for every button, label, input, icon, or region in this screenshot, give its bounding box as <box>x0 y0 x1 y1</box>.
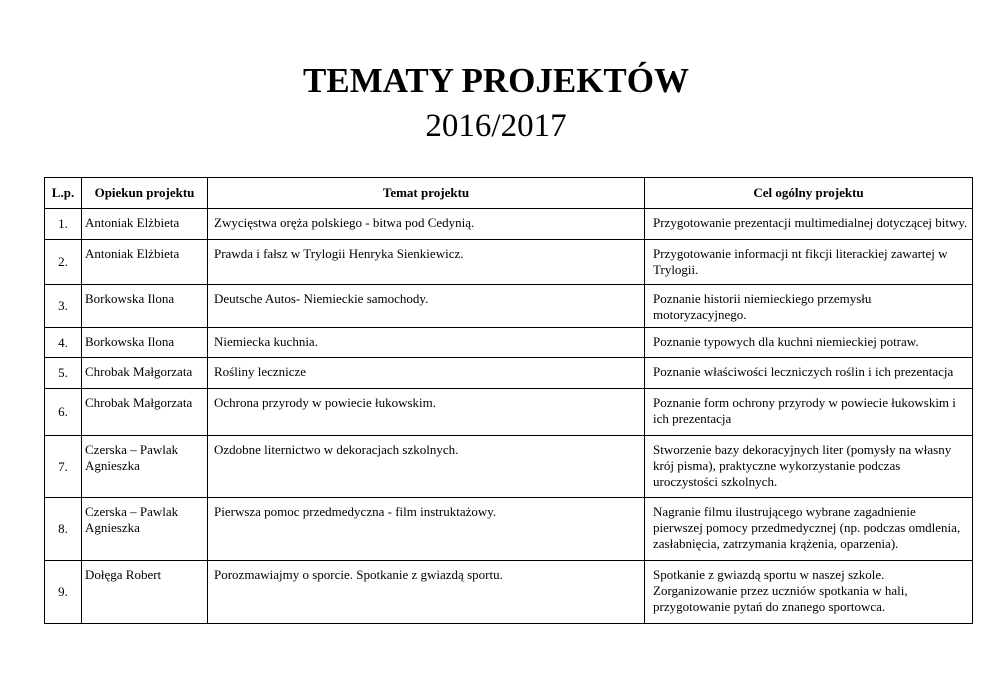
header-temat: Temat projektu <box>208 178 645 209</box>
cell-opiekun: Chrobak Małgorzata <box>82 358 208 389</box>
cell-cel: Stworzenie bazy dekoracyjnych liter (pomysły na własny krój pisma), praktyczne wykorzystanie podczas uroczystości szkolnych. <box>645 436 973 498</box>
cell-cel: Poznanie form ochrony przyrody w powiecie łukowskim i ich prezentacja <box>645 389 973 436</box>
cell-cel: Przygotowanie informacji nt fikcji literackiej zawartej w Trylogii. <box>645 240 973 285</box>
cell-opiekun: Borkowska Ilona <box>82 285 208 328</box>
header-row <box>45 178 973 209</box>
cell-temat: Deutsche Autos- Niemieckie samochody. <box>208 285 645 328</box>
cell-cel: Przygotowanie prezentacji multimedialnej dotyczącej bitwy. <box>645 209 973 240</box>
table-row <box>45 358 973 389</box>
table-row <box>45 561 973 624</box>
cell-opiekun: Czerska – Pawlak Agnieszka <box>82 498 208 561</box>
cell-temat: Porozmawiajmy o sporcie. Spotkanie z gwiazdą sportu. <box>208 561 645 624</box>
table-body <box>45 209 973 624</box>
cell-lp: 7. <box>45 436 82 498</box>
table-header <box>45 178 973 209</box>
page-title: TEMATY PROJEKTÓW <box>303 61 689 100</box>
cell-temat: Zwycięstwa oręża polskiego - bitwa pod Cedynią. <box>208 209 645 240</box>
cell-lp: 9. <box>45 561 82 624</box>
cell-lp: 8. <box>45 498 82 561</box>
cell-cel: Poznanie właściwości leczniczych roślin i ich prezentacja <box>645 358 973 389</box>
cell-temat: Rośliny lecznicze <box>208 358 645 389</box>
cell-lp: 2. <box>45 240 82 285</box>
cell-lp: 4. <box>45 328 82 358</box>
table-row <box>45 240 973 285</box>
cell-lp: 5. <box>45 358 82 389</box>
header-cel: Cel ogólny projektu <box>645 178 973 209</box>
cell-temat: Ochrona przyrody w powiecie łukowskim. <box>208 389 645 436</box>
table-row <box>45 389 973 436</box>
school-year: 2016/2017 <box>425 108 567 144</box>
cell-temat: Pierwsza pomoc przedmedyczna - film instruktażowy. <box>208 498 645 561</box>
cell-temat: Ozdobne liternictwo w dekoracjach szkolnych. <box>208 436 645 498</box>
cell-cel: Spotkanie z gwiazdą sportu w naszej szkole. Zorganizowanie przez uczniów spotkania w hali, przygotowanie pytań do znanego sportowca. <box>645 561 973 624</box>
cell-opiekun: Antoniak Elżbieta <box>82 209 208 240</box>
projects-table <box>44 177 973 624</box>
cell-opiekun: Borkowska Ilona <box>82 328 208 358</box>
cell-lp: 6. <box>45 389 82 436</box>
cell-opiekun: Dołęga Robert <box>82 561 208 624</box>
cell-cel: Poznanie historii niemieckiego przemysłu motoryzacyjnego. <box>645 285 973 328</box>
table-row <box>45 328 973 358</box>
cell-cel: Nagranie filmu ilustrującego wybrane zagadnienie pierwszej pomocy przedmedycznej (np. podczas omdlenia, zasłabnięcia, zatrzymania krążenia, oparzenia). <box>645 498 973 561</box>
cell-opiekun: Chrobak Małgorzata <box>82 389 208 436</box>
table-row <box>45 285 973 328</box>
table-row <box>45 209 973 240</box>
cell-lp: 3. <box>45 285 82 328</box>
cell-lp: 1. <box>45 209 82 240</box>
cell-opiekun: Antoniak Elżbieta <box>82 240 208 285</box>
cell-temat: Niemiecka kuchnia. <box>208 328 645 358</box>
cell-temat: Prawda i fałsz w Trylogii Henryka Sienkiewicz. <box>208 240 645 285</box>
cell-cel: Poznanie typowych dla kuchni niemieckiej potraw. <box>645 328 973 358</box>
table-row <box>45 436 973 498</box>
header-lp: L.p. <box>45 178 82 209</box>
header-opiekun: Opiekun projektu <box>82 178 208 209</box>
table-row <box>45 498 973 561</box>
cell-opiekun: Czerska – Pawlak Agnieszka <box>82 436 208 498</box>
